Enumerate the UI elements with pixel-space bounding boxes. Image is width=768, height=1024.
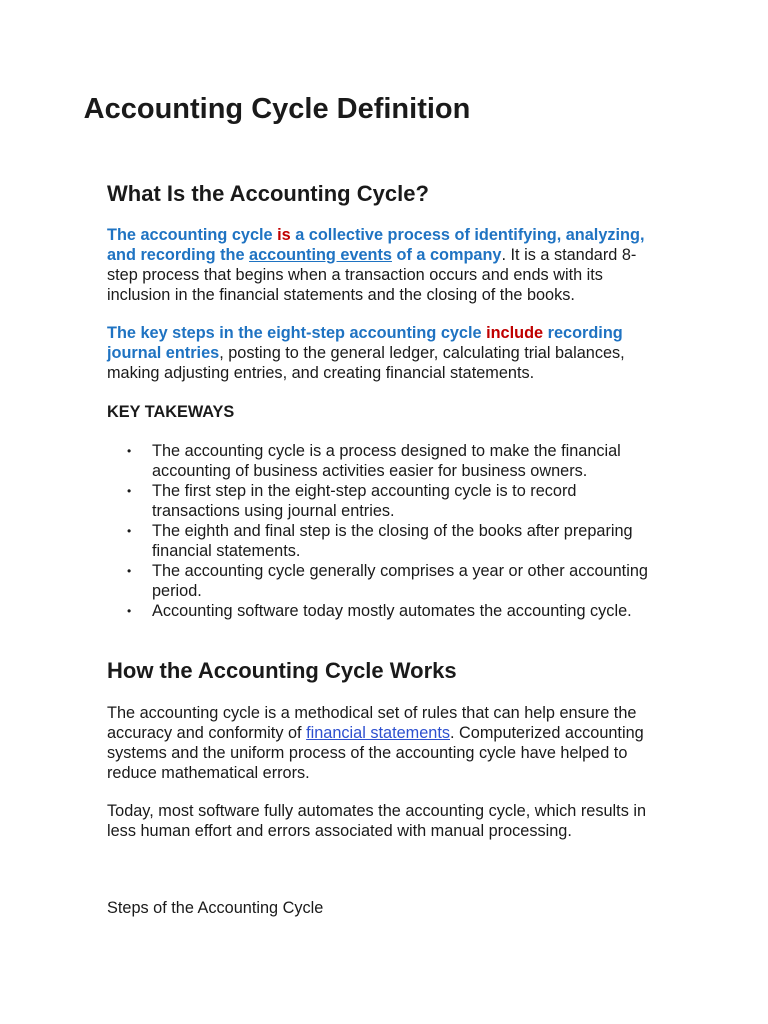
how-it-works-text: The accounting cycle is a methodical set of rules that can help ensure the accuracy and conformity of bbox=[107, 704, 637, 742]
list-item bbox=[107, 601, 667, 621]
section-heading-what-is: What Is the Accounting Cycle? bbox=[107, 181, 429, 206]
list-item bbox=[107, 521, 667, 561]
takeaway-text: The accounting cycle is a process designed to make the financial accounting of business activities easier for business owners. bbox=[152, 442, 621, 480]
key-steps-lead: The key steps in the eight-step accounting cycle bbox=[107, 324, 487, 342]
definition-text: a collective process of identifying, analyzing, and recording the bbox=[107, 226, 645, 264]
document-title: Accounting Cycle Definition bbox=[83, 93, 471, 125]
definition-lead: The accounting cycle bbox=[107, 226, 278, 244]
bullet-icon: • bbox=[127, 564, 132, 578]
key-takeaways-list bbox=[107, 441, 667, 621]
list-item bbox=[107, 481, 667, 521]
bullet-icon: • bbox=[127, 444, 132, 458]
bullet-icon: • bbox=[127, 524, 132, 538]
section-heading-how-it-works: How the Accounting Cycle Works bbox=[107, 658, 457, 683]
takeaway-text: Accounting software today mostly automates the accounting cycle. bbox=[152, 602, 632, 620]
takeaway-text: The accounting cycle generally comprises a year or other accounting period. bbox=[152, 562, 648, 600]
takeaway-text: The eighth and final step is the closing of the books after preparing financial statements. bbox=[152, 522, 633, 560]
automation-paragraph: Today, most software fully automates the accounting cycle, which results in less human effort and errors associated with manual processing. bbox=[107, 802, 647, 840]
bullet-icon: • bbox=[127, 484, 132, 498]
list-item bbox=[107, 441, 667, 481]
definition-verb: is bbox=[277, 226, 291, 244]
bullet-icon: • bbox=[127, 604, 132, 618]
financial-statements-link[interactable]: financial statements bbox=[306, 724, 450, 742]
definition-paragraph bbox=[107, 225, 667, 305]
steps-label: Steps of the Accounting Cycle bbox=[107, 899, 324, 917]
how-it-works-rest: . Computerized accounting systems and the uniform process of the accounting cycle have helped to reduce mathematical errors. bbox=[107, 724, 644, 782]
key-steps-object: recording journal entries bbox=[107, 324, 623, 362]
key-takeaways-label: KEY TAKEWAYS bbox=[107, 403, 235, 421]
how-it-works-paragraph bbox=[107, 703, 667, 783]
accounting-events-link[interactable]: accounting events bbox=[249, 246, 392, 264]
list-item bbox=[107, 561, 667, 601]
key-steps-verb: include bbox=[486, 324, 544, 342]
definition-rest: . It is a standard 8-step process that begins when a transaction occurs and ends with its inclusion in the financial statements and the closing of the books. bbox=[107, 246, 637, 304]
key-steps-paragraph bbox=[107, 323, 667, 383]
takeaway-text: The first step in the eight-step accounting cycle is to record transactions using journal entries. bbox=[152, 482, 577, 520]
key-steps-rest: , posting to the general ledger, calculating trial balances, making adjusting entries, and creating financial statements. bbox=[107, 344, 625, 382]
definition-tail: of a company bbox=[391, 246, 502, 264]
